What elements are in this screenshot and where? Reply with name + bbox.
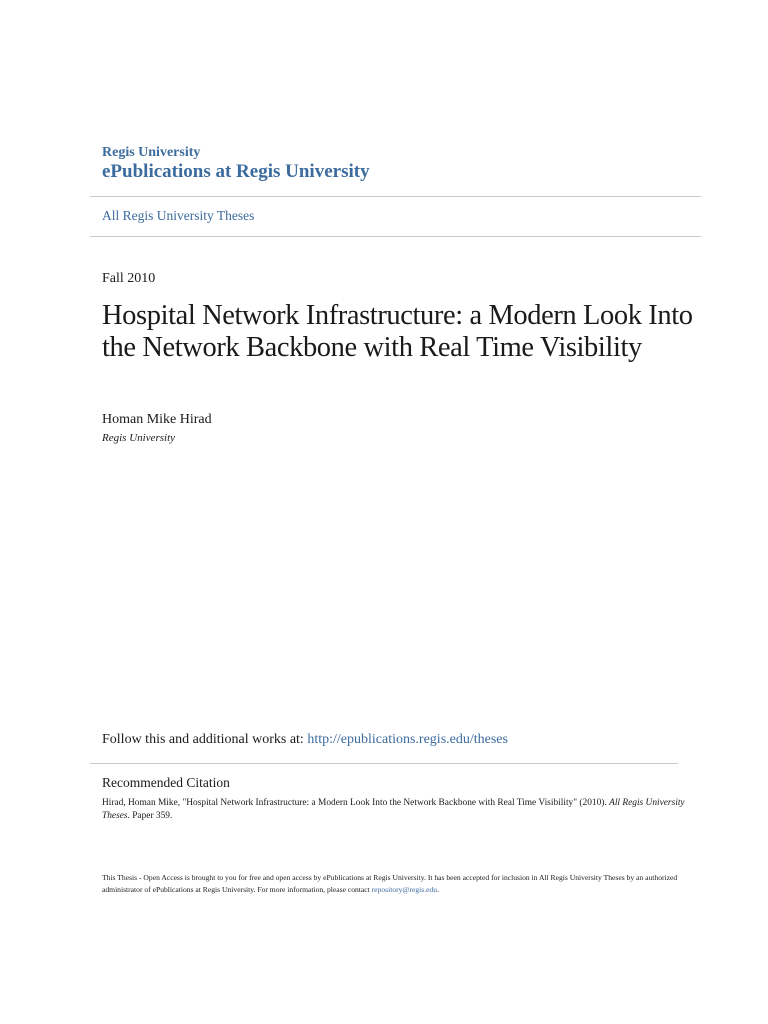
citation-heading: Recommended Citation — [102, 775, 230, 790]
citation-series: All Regis University Theses — [102, 798, 685, 821]
follow-label: Follow this and additional works at: — [102, 732, 308, 747]
collection-link[interactable]: All Regis University Theses — [102, 208, 255, 223]
divider-top — [90, 196, 701, 197]
access-notice — [102, 872, 702, 896]
repository-email-link[interactable]: repository@regis.edu — [371, 885, 438, 894]
author-affiliation: Regis University — [102, 432, 176, 444]
paper-title: Hospital Network Infrastructure: a Modern Look Into the Network Backbone with Real Time Visibility — [102, 300, 693, 363]
divider-middle — [90, 236, 701, 237]
notice-text: This Thesis - Open Access is brought to you for free and open access by ePublications at Regis University. It has been accepted for inclusion in All Regis University Theses by an authorized administrator of ePublications at Regis University. For more information, please contact — [102, 873, 678, 894]
theses-url-link[interactable]: http://epublications.regis.edu/theses — [307, 732, 508, 747]
follow-line — [102, 731, 508, 749]
repository-name[interactable]: ePublications at Regis University — [102, 161, 370, 182]
author-name: Homan Mike Hirad — [102, 412, 212, 427]
institution-name[interactable]: Regis University — [102, 145, 201, 160]
notice-end: . — [437, 885, 439, 894]
publication-date: Fall 2010 — [102, 271, 156, 286]
citation-text — [102, 797, 702, 823]
divider-bottom — [90, 763, 678, 764]
citation-paper-number: . Paper 359. — [127, 811, 173, 821]
citation-main: Hirad, Homan Mike, "Hospital Network Infrastructure: a Modern Look Into the Network Backbone with Real Time Visibility" (2010). — [102, 798, 610, 808]
